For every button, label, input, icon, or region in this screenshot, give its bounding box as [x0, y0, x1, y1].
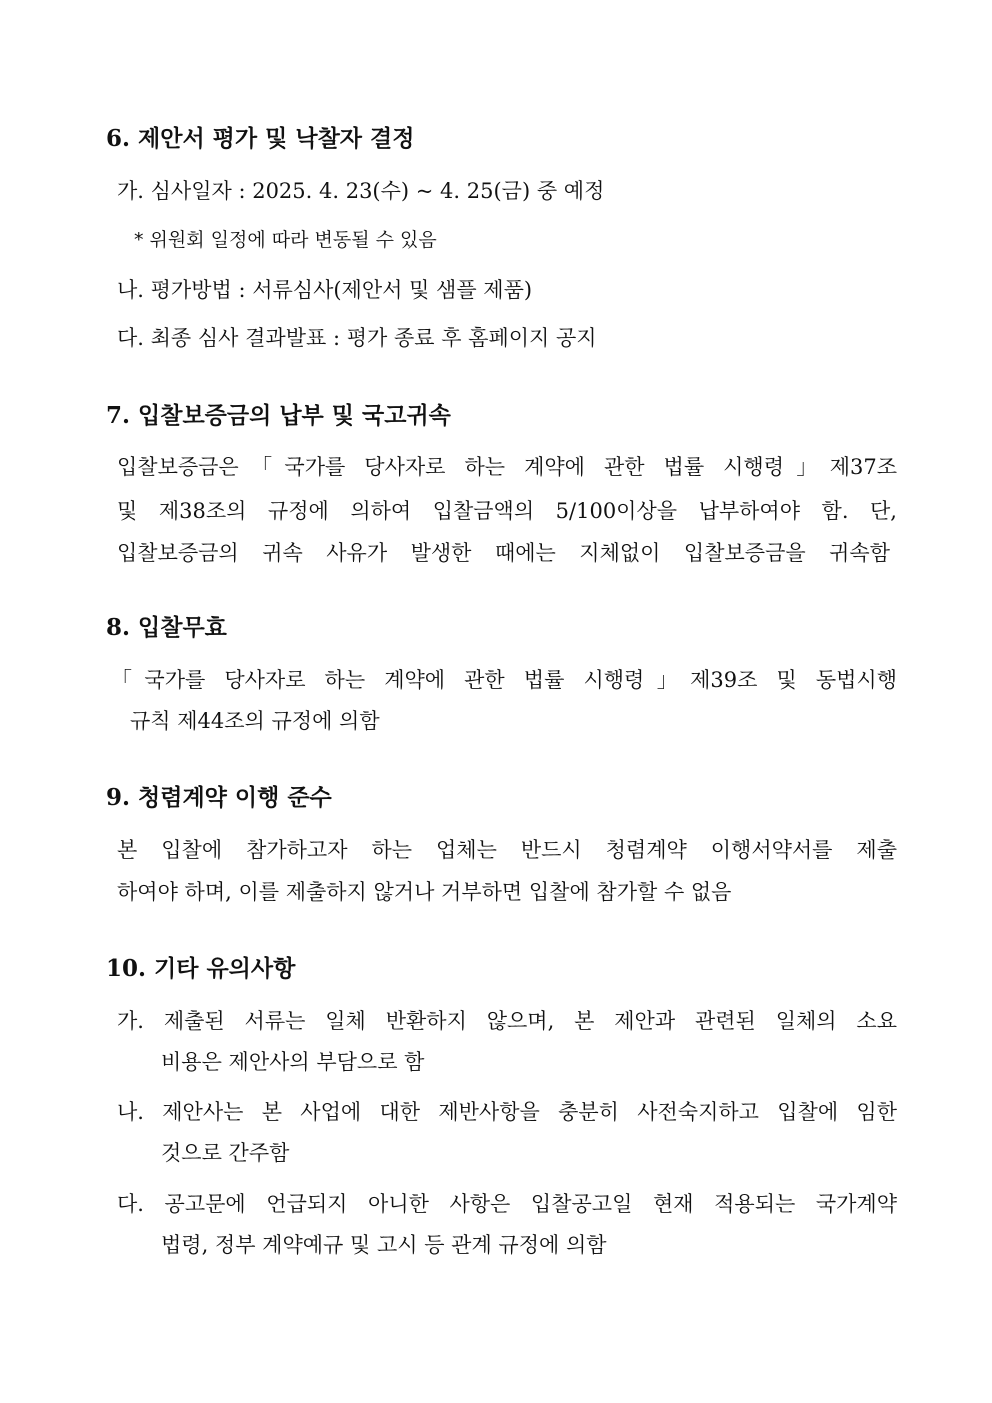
section-9-line-1: 본 입찰에 참가하고자 하는 업체는 반드시 청렴계약 이행서약서를 제출	[117, 838, 897, 862]
section-9-line-2: 하여야 하며, 이를 제출하지 않거나 거부하면 입찰에 참가할 수 없음	[117, 880, 732, 904]
section-10-item-ga-line-1: 가. 제출된 서류는 일체 반환하지 않으며, 본 제안과 관련된 일체의 소요	[117, 1009, 897, 1033]
section-10-item-da-line-1: 다. 공고문에 언급되지 아니한 사항은 입찰공고일 현재 적용되는 국가계약	[117, 1192, 897, 1216]
section-9-title: 9. 청렴계약 이행 준수	[106, 784, 332, 811]
section-7-line-1: 입찰보증금은「국가를 당사자로 하는 계약에 관한 법률 시행령」제37조	[117, 455, 897, 479]
section-8-line-1: 「국가를 당사자로 하는 계약에 관한 법률 시행령」제39조 및 동법시행	[111, 668, 897, 692]
section-7-line-3: 입찰보증금의 귀속 사유가 발생한 때에는 지체없이 입찰보증금을 귀속함	[117, 541, 890, 565]
section-10-item-na-line-1: 나. 제안사는 본 사업에 대한 제반사항을 충분히 사전숙지하고 입찰에 임한	[117, 1100, 897, 1124]
section-10-item-na-line-2: 것으로 간주함	[161, 1141, 290, 1165]
section-6-title: 6. 제안서 평가 및 낙찰자 결정	[106, 125, 415, 152]
section-7-line-2: 및 제38조의 규정에 의하여 입찰금액의 5/100이상을 납부하여야 함. 단,	[117, 499, 897, 523]
section-10-item-ga-line-2: 비용은 제안사의 부담으로 함	[161, 1050, 425, 1074]
section-6-note: * 위원회 일정에 따라 변동될 수 있음	[134, 229, 437, 251]
section-10-title: 10. 기타 유의사항	[106, 955, 296, 982]
section-10-item-da-line-2: 법령, 정부 계약예규 및 고시 등 관계 규정에 의함	[161, 1233, 607, 1257]
section-6-item-na: 나. 평가방법 : 서류심사(제안서 및 샘플 제품)	[117, 278, 533, 302]
section-8-line-2: 규칙 제44조의 규정에 의함	[130, 709, 380, 733]
section-6-item-ga: 가. 심사일자 : 2025. 4. 23(수) ~ 4. 25(금) 중 예정	[117, 179, 605, 203]
section-7-title: 7. 입찰보증금의 납부 및 국고귀속	[106, 402, 451, 429]
section-6-item-da: 다. 최종 심사 결과발표 : 평가 종료 후 홈페이지 공지	[117, 326, 597, 350]
section-8-title: 8. 입찰무효	[106, 614, 227, 641]
